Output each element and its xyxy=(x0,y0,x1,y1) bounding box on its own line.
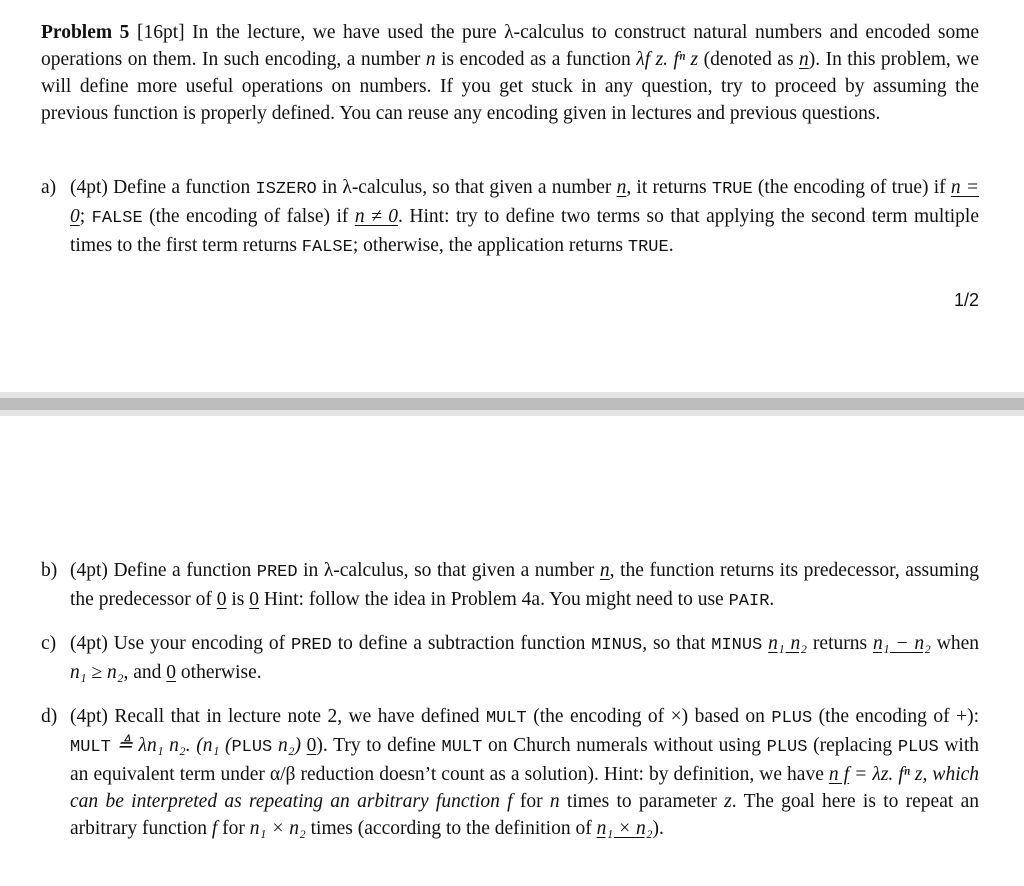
problem-title: Problem 5 xyxy=(41,22,130,43)
page-2 xyxy=(0,416,1024,886)
problem-points: [16pt] xyxy=(136,22,185,43)
page-separator-bar xyxy=(0,398,1024,410)
part-c: c) (4pt) Use your encoding of PRED to define a subtraction function MINUS, so that MINUS n₁ n₂ returns n₁ − n₂ when n₁ ≥ n₂, and 0 otherwise. xyxy=(41,633,979,683)
page-number: 1/2 xyxy=(953,290,979,310)
part-b: b) (4pt) Define a function PRED in λ-calculus, so that given a number n, the function returns its predecessor, assuming the predecessor of 0 is 0 Hint: follow the idea in Problem 4a. You might need to use PAIR. xyxy=(41,560,979,611)
part-d: d) (4pt) Recall that in lecture note 2, we have defined MULT (the encoding of ×) based on PLUS (the encoding of +): MULT ≜ λn₁ n₂. (n₁ (PLUS n₂) 0). Try to define MULT on Church numerals without using PLUS (replacing PLUS with an equivalent term under α/β reduction doesn’t count as a solution). Hint: by definition, we have n f = λz. fⁿ z, which can be interpreted as repeating an arbitrary function f for n times to parameter z. The goal here is to repeat an arbitrary function f for n₁ × n₂ times (according to the definition of n₁ × n₂). xyxy=(41,706,980,839)
problem-intro: Problem 5 [16pt] In the lecture, we have used the pure λ-calculus to construct natural numbers and encoded some operations on them. In such encoding, a number n is encoded as a function λf z. fⁿ z (denoted as n). In this problem, we will define more useful operations on numbers. If you get stuck in any question, try to proceed by assuming the previous function is properly defined. You can reuse any encoding given in lectures and previous questions. xyxy=(41,22,980,124)
page-1 xyxy=(0,0,1024,392)
part-a: a) (4pt) Define a function ISZERO in λ-calculus, so that given a number n, it returns TRUE (the encoding of true) if n = 0; FALSE (the encoding of false) if n ≠ 0. Hint: try to define two terms so that applying the second term multiple times to the first term returns FALSE; otherwise, the application returns TRUE. xyxy=(41,177,979,257)
